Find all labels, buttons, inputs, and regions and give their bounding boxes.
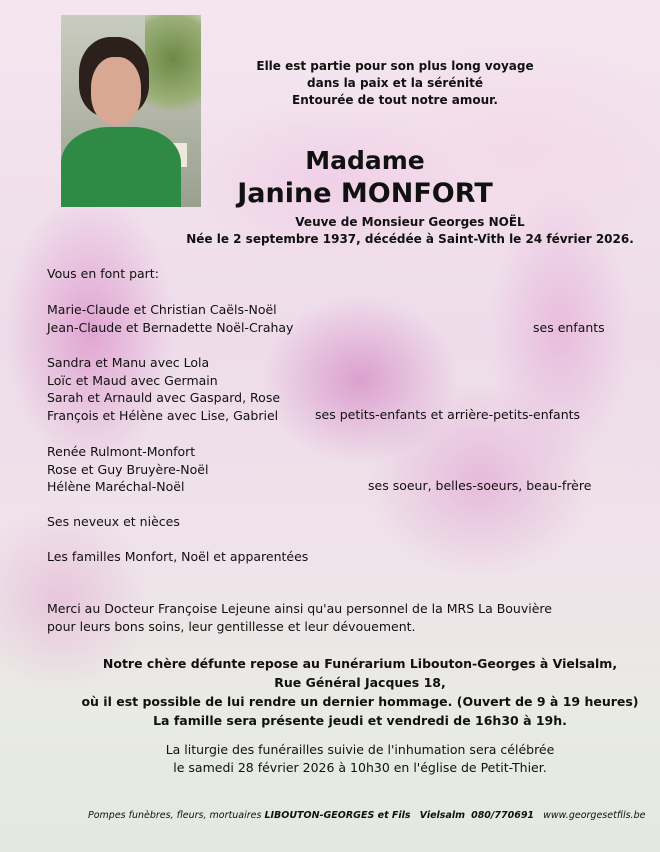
intro-text bbox=[230, 58, 560, 109]
nephews: Ses neveux et nièces bbox=[47, 514, 180, 529]
thanks-line: Merci au Docteur Françoise Lejeune ainsi qu'au personnel de la MRS La Bouvière bbox=[47, 601, 552, 616]
families: Les familles Monfort, Noël et apparentées bbox=[47, 549, 309, 564]
visitation-line: La famille sera présente jeudi et vendredi de 16h30 à 19h. bbox=[153, 713, 567, 728]
liturgy-info bbox=[60, 741, 660, 777]
relation-grandchildren: ses petits-enfants et arrière-petits-enfants bbox=[315, 407, 581, 422]
footer-prefix: Pompes funèbres, fleurs, mortuaires bbox=[88, 810, 265, 821]
intro-line: Entourée de tout notre amour. bbox=[292, 93, 498, 107]
name-line: Sarah et Arnauld avec Gaspard, Rose bbox=[47, 390, 281, 405]
announce: Vous en font part: bbox=[47, 266, 159, 281]
intro-line: dans la paix et la sérénité bbox=[307, 76, 483, 90]
name-line: Jean-Claude et Bernadette Noël-Crahay bbox=[47, 319, 294, 335]
footer-website[interactable]: www.georgesetfils.be bbox=[543, 810, 646, 821]
siblings-list bbox=[47, 443, 208, 496]
liturgy-line: La liturgie des funérailles suivie de l'inhumation sera célébrée bbox=[165, 742, 555, 757]
title: Madame bbox=[305, 146, 425, 175]
footer-company: LIBOUTON-GEORGES bbox=[264, 810, 375, 821]
deceased-name: Janine MONFORT bbox=[237, 178, 493, 209]
visitation-line: Rue Général Jacques 18, bbox=[274, 675, 446, 690]
name-line: Marie-Claude et Christian Caëls-Noël bbox=[47, 302, 277, 317]
portrait-photo bbox=[61, 15, 201, 207]
name-line: Rose et Guy Bruyère-Noël bbox=[47, 461, 209, 477]
grandchildren-list bbox=[47, 354, 280, 424]
children-list bbox=[47, 301, 293, 336]
thanks bbox=[47, 600, 552, 635]
name-line: Loïc et Maud avec Germain bbox=[47, 372, 218, 388]
dates-line: Née le 2 septembre 1937, décédée à Saint-Vith le 24 février 2026. bbox=[186, 232, 634, 246]
footer-company-suffix: et Fils bbox=[374, 810, 411, 821]
subtitle bbox=[170, 214, 650, 248]
relation-siblings: ses soeur, belles-soeurs, beau-frère bbox=[368, 478, 592, 493]
name-line: Renée Rulmont-Monfort bbox=[47, 444, 196, 459]
visitation-info bbox=[60, 654, 660, 730]
footer bbox=[88, 810, 645, 821]
widow-line: Veuve de Monsieur Georges NOËL bbox=[295, 215, 525, 229]
visitation-line: où il est possible de lui rendre un dernier hommage. (Ouvert de 9 à 19 heures) bbox=[81, 694, 639, 709]
visitation-line: Notre chère défunte repose au Funérarium Libouton-Georges à Vielsalm, bbox=[102, 656, 618, 671]
liturgy-line: le samedi 28 février 2026 à 10h30 en l'église de Petit-Thier. bbox=[173, 760, 547, 775]
name-line: François et Hélène avec Lise, Gabriel bbox=[47, 407, 279, 423]
relation-children: ses enfants bbox=[533, 320, 605, 335]
name-line: Hélène Maréchal-Noël bbox=[47, 479, 185, 494]
thanks-line: pour leurs bons soins, leur gentillesse et leur dévouement. bbox=[47, 618, 416, 634]
intro-line: Elle est partie pour son plus long voyage bbox=[256, 59, 534, 73]
footer-phone: 080/770691 bbox=[471, 810, 535, 821]
footer-town: Vielsalm bbox=[419, 810, 466, 821]
name-line: Sandra et Manu avec Lola bbox=[47, 355, 210, 370]
